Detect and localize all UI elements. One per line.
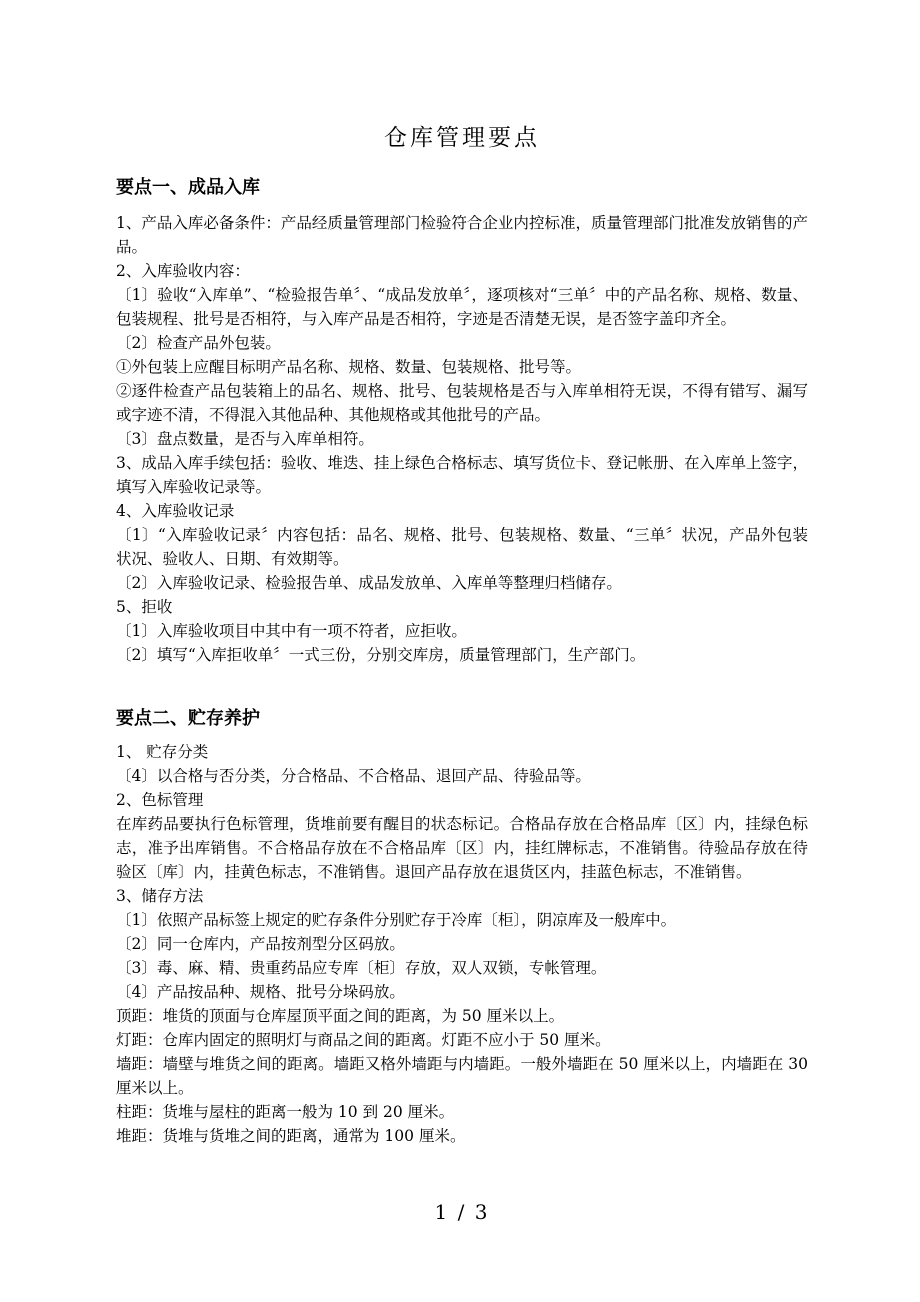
paragraph: 5、拒收 <box>116 598 173 616</box>
paragraph: 〔4〕产品按品种、规格、批号分垛码放。 <box>116 983 405 1001</box>
paragraph: 墙距：墙壁与堆货之间的距离。墙距又格外墙距与内墙距。一般外墙距在 50 厘米以上，内墙距在 30 厘米以上。 <box>116 1055 808 1097</box>
paragraph: 2、色标管理 <box>116 791 204 809</box>
paragraph: 在库药品要执行色标管理，货堆前要有醒目的状态标记。合格品存放在合格品库〔区〕内，挂绿色标志，准予出库销售。不合格品存放在不合格品库〔区〕内，挂红牌标志，不准销售。待验品存放在待验区〔库〕内，挂黄色标志，不准销售。退回产品存放在退货区内，挂蓝色标志，不准销售。 <box>116 815 808 881</box>
paragraph: 3、成品入库手续包括：验收、堆迭、挂上绿色合格标志、填写货位卡、登记帐册、在入库单上签字，填写入库验收记录等。 <box>116 454 808 496</box>
paragraph: 顶距：堆货的顶面与仓库屋顶平面之间的距离，为 50 厘米以上。 <box>116 1007 565 1025</box>
paragraph: 3、储存方法 <box>116 887 204 905</box>
paragraph: 〔1〕“入库验收记录〞内容包括：品名、规格、批号、包装规格、数量、“三单〞状况，产品外包装状况、验收人、日期、有效期等。 <box>116 526 808 568</box>
paragraph: 堆距：货堆与货堆之间的距离，通常为 100 厘米。 <box>116 1127 466 1145</box>
paragraph: 〔2〕检查产品外包装。 <box>116 334 281 352</box>
paragraph: 1、 贮存分类 <box>116 743 209 761</box>
section-heading-storage: 要点二、贮存养护 <box>116 708 260 729</box>
paragraph: 〔2〕填写“入库拒收单〞一式三份，分别交库房，质量管理部门，生产部门。 <box>116 646 646 664</box>
section-heading-receiving: 要点一、成品入库 <box>116 177 260 198</box>
paragraph: ②逐件检查产品包装箱上的品名、规格、批号、包装规格是否与入库单相符无误，不得有错写、漏写或字迹不清，不得混入其他品种、其他规格或其他批号的产品。 <box>116 382 808 424</box>
paragraph: 1、产品入库必备条件：产品经质量管理部门检验符合企业内控标准，质量管理部门批准发放销售的产品。 <box>116 214 808 256</box>
paragraph: 〔2〕入库验收记录、检验报告单、成品发放单、入库单等整理归档储存。 <box>116 574 622 592</box>
paragraph: 〔1〕依照产品标签上规定的贮存条件分别贮存于冷库〔柜〕，阴凉库及一般库中。 <box>116 911 677 929</box>
paragraph: 4、入库验收记录 <box>116 502 235 520</box>
page-number: 1 / 3 <box>434 1200 490 1224</box>
paragraph: 2、入库验收内容： <box>116 262 250 280</box>
section-body-receiving <box>116 211 808 667</box>
paragraph: 〔4〕以合格与否分类，分合格品、不合格品、退回产品、待验品等。 <box>116 767 591 785</box>
paragraph: 〔1〕入库验收项目中其中有一项不符者，应拒收。 <box>116 622 467 640</box>
paragraph: 〔3〕毒、麻、精、贵重药品应专库〔柜〕存放，双人双锁，专帐管理。 <box>116 959 607 977</box>
paragraph: 〔1〕验收“入库单”、“检验报告单〞、“成品发放单〞，逐项核对“三单〞中的产品名称、规格、数量、包装规程、批号是否相符，与入库产品是否相符，字迹是否清楚无误，是否签字盖印齐全。 <box>116 286 808 328</box>
section-body-storage <box>116 740 808 1148</box>
document-title: 仓库管理要点 <box>384 125 540 151</box>
paragraph: ①外包装上应醒目标明产品名称、规格、数量、包装规格、批号等。 <box>116 358 582 376</box>
paragraph: 柱距：货堆与屋柱的距离一般为 10 到 20 厘米。 <box>116 1103 455 1121</box>
document-page <box>116 0 808 1302</box>
paragraph: 灯距：仓库内固定的照明灯与商品之间的距离。灯距不应小于 50 厘米。 <box>116 1031 611 1049</box>
paragraph: 〔2〕同一仓库内，产品按剂型分区码放。 <box>116 935 405 953</box>
paragraph: 〔3〕盘点数量，是否与入库单相符。 <box>116 430 374 448</box>
